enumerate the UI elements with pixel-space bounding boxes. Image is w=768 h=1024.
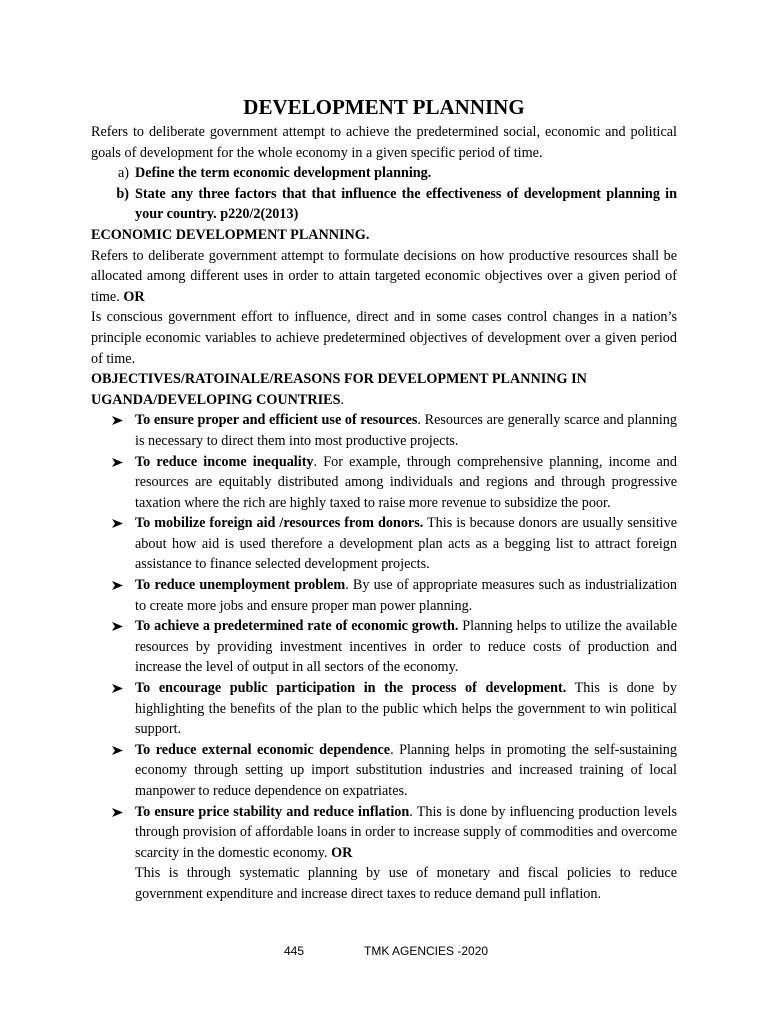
arrow-bullet-icon [91, 452, 135, 514]
page-number: 445 [284, 944, 305, 958]
list-item [91, 452, 677, 514]
list-item [91, 802, 677, 905]
objective-title: To reduce unemployment problem [135, 577, 346, 594]
objective-title: To achieve a predetermined rate of economic growth. [135, 618, 459, 635]
list-item [91, 410, 677, 451]
objective-title: To reduce external economic dependence [135, 741, 391, 758]
footer-agency: TMK AGENCIES -2020 [364, 944, 489, 958]
definition-text: Refers to deliberate government attempt to formulate decisions on how productive resources shall be allocated among different uses in order to attain targeted economic objectives over a given period of time. [91, 247, 677, 305]
edp-definition-1 [91, 246, 677, 308]
objective-detail: Planning helps to utilize the available resources by providing investment incentives in order to reduce costs of production and increase the level of output in all sectors of the economy. [135, 618, 677, 676]
page-title: DEVELOPMENT PLANNING [243, 95, 525, 119]
list-item-text [135, 802, 677, 905]
list-item-text [135, 452, 677, 514]
question-letter: a) [117, 165, 129, 182]
intro-paragraph: Refers to deliberate government attempt to achieve the predetermined social, economic and political goals of development for the whole economy in a given specific period of time. [91, 124, 677, 161]
objective-detail: . For example, through comprehensive planning, income and resources are equitably distributed among individuals and regions and through progressive taxation where the rich are highly taxed to raise more revenue to subsidize the poor. [135, 453, 677, 511]
question-text: Define the term economic development planning. [135, 165, 432, 182]
objective-detail: . Planning helps in promoting the self-sustaining economy through setting up import substitution industries and increased training of local manpower to reduce dependence on expatriates. [135, 741, 677, 799]
or-label: OR [123, 288, 145, 305]
list-item-text [135, 616, 677, 678]
list-item-text [135, 410, 677, 451]
objectives-heading-period: . [340, 391, 345, 408]
list-item [91, 678, 677, 740]
objective-title: To mobilize foreign aid /resources from donors. [135, 515, 424, 532]
objective-detail: . This is done by influencing production levels through provision of affordable loans in order to increase supply of commodities and overcome scarcity in the domestic economy. [135, 803, 677, 861]
arrow-bullet-icon [91, 410, 135, 451]
section-heading-objectives [91, 369, 677, 410]
list-item [91, 575, 677, 616]
question-item [91, 163, 677, 184]
list-item-text [135, 575, 677, 616]
section-heading-edp: ECONOMIC DEVELOPMENT PLANNING. [91, 226, 370, 243]
document-page [91, 94, 677, 905]
objective-continuation: This is through systematic planning by use of monetary and fiscal policies to reduce government expenditure and increase direct taxes to reduce demand pull inflation. [135, 865, 677, 902]
arrow-bullet-icon [91, 513, 135, 575]
objective-title: To ensure price stability and reduce inflation [135, 803, 410, 820]
question-letter: b) [116, 185, 129, 202]
objective-title: To encourage public participation in the process of development. [135, 680, 567, 697]
question-list [91, 163, 677, 225]
objective-detail: . Resources are generally scarce and planning is necessary to direct them into most productive projects. [135, 412, 677, 449]
list-item-text [135, 678, 677, 740]
or-label: OR [331, 844, 353, 861]
list-item [91, 513, 677, 575]
arrow-bullet-icon [91, 740, 135, 802]
objective-title: To reduce income inequality [135, 453, 314, 470]
objective-detail: . By use of appropriate measures such as industrialization to create more jobs and ensure proper man power planning. [135, 577, 677, 614]
arrow-bullet-icon [91, 802, 135, 905]
objectives-heading-text: OBJECTIVES/RATOINALE/REASONS FOR DEVELOPMENT PLANNING IN UGANDA/DEVELOPING COUNTRIES [91, 371, 587, 408]
list-item [91, 740, 677, 802]
arrow-bullet-icon [91, 678, 135, 740]
arrow-bullet-icon [91, 616, 135, 678]
objective-title: To ensure proper and efficient use of resources [135, 412, 418, 429]
objective-detail: This is done by highlighting the benefits of the plan to the public which helps the government to win political support. [135, 680, 677, 738]
objectives-list [91, 410, 677, 904]
list-item-text [135, 513, 677, 575]
question-item [91, 184, 677, 225]
objective-detail: This is because donors are usually sensitive about how aid is used therefore a development plan acts as a begging list to attract foreign assistance to finance selected development projects. [135, 515, 677, 573]
list-item-text [135, 740, 677, 802]
question-text: State any three factors that that influence the effectiveness of development planning in your country. p220/2(2013) [135, 185, 677, 223]
arrow-bullet-icon [91, 575, 135, 616]
edp-definition-2: Is conscious government effort to influence, direct and in some cases control changes in a nation’s principle economic variables to achieve predetermined objectives of development over a given period of time. [91, 309, 677, 367]
list-item [91, 616, 677, 678]
